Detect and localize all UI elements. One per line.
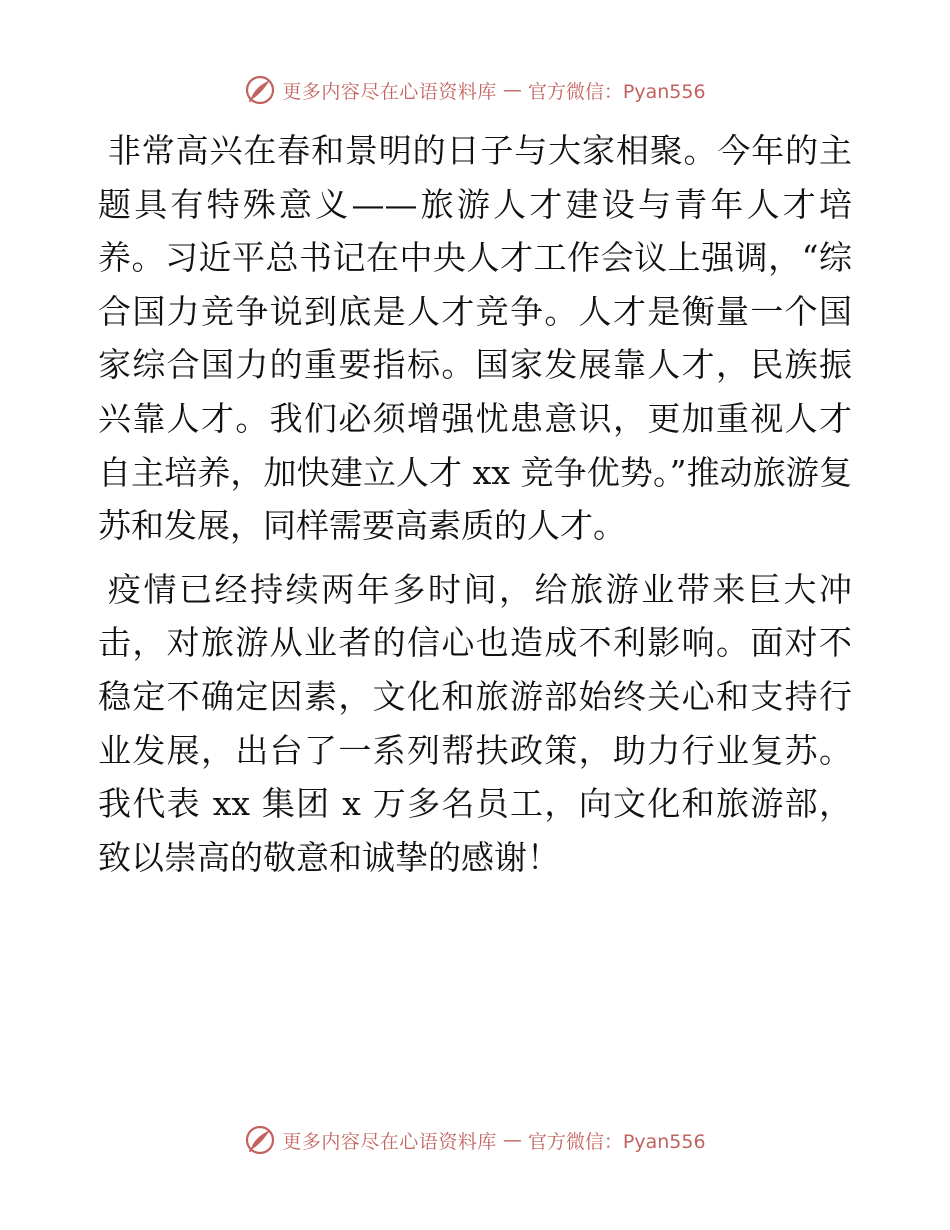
footer-dash: — xyxy=(502,1129,522,1151)
header-contact: 官方微信：Pyan556 xyxy=(527,80,706,103)
quill-seal-icon xyxy=(244,1124,276,1156)
footer-slogan: 更多内容尽在心语资料库 xyxy=(282,1130,497,1153)
footer-contact: 官方微信：Pyan556 xyxy=(527,1130,706,1153)
header-dash: — xyxy=(502,79,522,101)
header-slogan: 更多内容尽在心语资料库 xyxy=(282,80,497,103)
quill-seal-icon xyxy=(244,74,276,106)
document-body xyxy=(98,124,852,884)
paragraph-1: 非常高兴在春和景明的日子与大家相聚。今年的主题具有特殊意义——旅游人才建设与青年人才培养。习近平总书记在中央人才工作会议上强调，“综合国力竞争说到底是人才竞争。人才是衡量一个国家综合国力的重要指标。国家发展靠人才，民族振兴靠人才。我们必须增强忧患意识，更加重视人才自主培养，加快建立人才 xx 竞争优势。”推动旅游复苏和发展，同样需要高素质的人才。 xyxy=(98,131,852,546)
header-banner xyxy=(0,72,950,108)
footer-banner xyxy=(0,1122,950,1158)
paragraph-2: 疫情已经持续两年多时间，给旅游业带来巨大冲击，对旅游从业者的信心也造成不利影响。面对不稳定不确定因素，文化和旅游部始终关心和支持行业发展，出台了一系列帮扶政策，助力行业复苏。我代表 xx 集团 x 万多名员工，向文化和旅游部，致以崇高的敬意和诚挚的感谢！ xyxy=(98,569,852,877)
